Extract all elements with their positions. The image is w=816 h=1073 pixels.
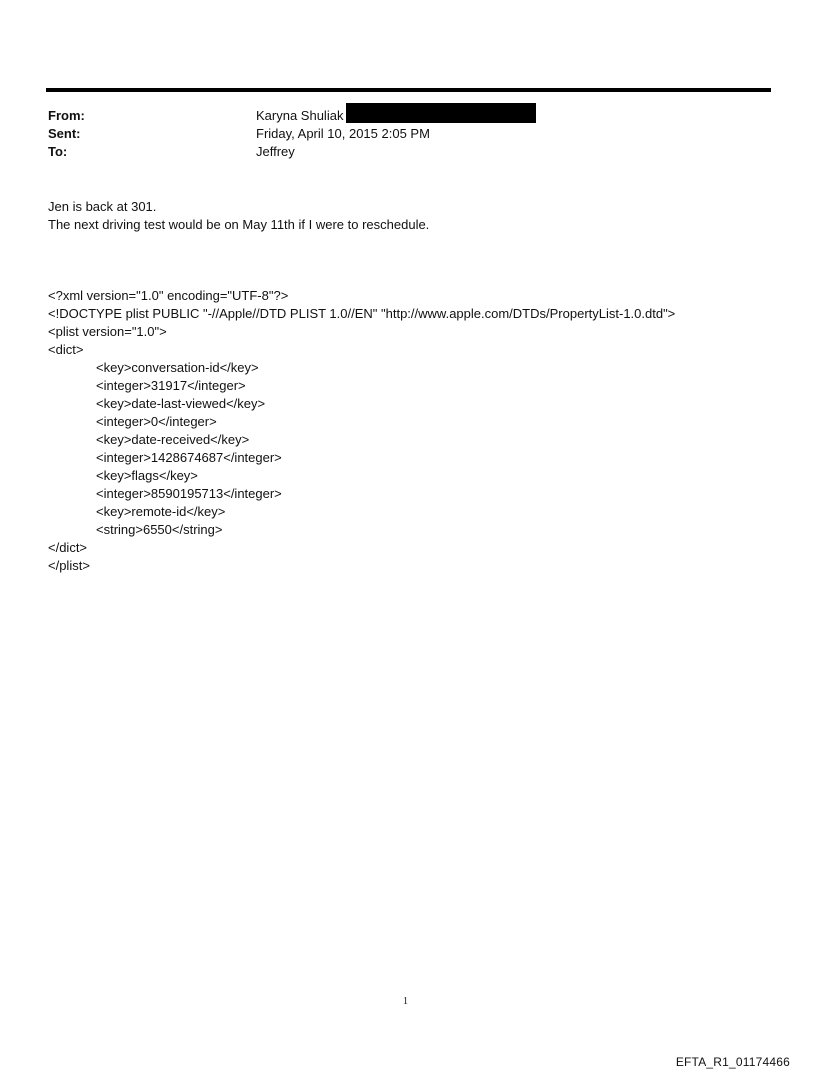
xml-line: <integer>0</integer> — [96, 414, 217, 429]
xml-line: <integer>31917</integer> — [96, 378, 246, 393]
xml-line: <key>date-received</key> — [96, 432, 250, 447]
xml-line: <key>conversation-id</key> — [96, 360, 259, 375]
message-line-2: The next driving test would be on May 11th if I were to reschedule. — [48, 217, 430, 232]
to-value: Jeffrey — [256, 144, 295, 159]
xml-line: <integer>8590195713</integer> — [96, 486, 282, 501]
plist-xml-block — [48, 287, 675, 575]
redaction-box — [346, 103, 536, 123]
xml-line: <integer>1428674687</integer> — [96, 450, 282, 465]
xml-line: <key>flags</key> — [96, 468, 198, 483]
to-label: To: — [48, 144, 68, 159]
xml-line: </plist> — [48, 558, 90, 573]
xml-line: </dict> — [48, 540, 88, 555]
from-value: Karyna Shuliak — [256, 108, 344, 123]
from-label: From: — [48, 108, 85, 123]
page-number: 1 — [403, 996, 408, 1007]
bates-number: EFTA_R1_01174466 — [675, 1055, 790, 1069]
xml-line: <key>remote-id</key> — [96, 504, 226, 519]
xml-line: <?xml version="1.0" encoding="UTF-8"?> — [48, 288, 289, 303]
sent-value: Friday, April 10, 2015 2:05 PM — [256, 126, 430, 141]
xml-line: <string>6550</string> — [96, 522, 223, 537]
sent-label: Sent: — [48, 126, 81, 141]
message-line-1: Jen is back at 301. — [48, 199, 157, 214]
xml-line: <plist version="1.0"> — [48, 324, 167, 339]
xml-line: <key>date-last-viewed</key> — [96, 396, 266, 411]
xml-line: <dict> — [48, 342, 84, 357]
xml-line: <!DOCTYPE plist PUBLIC "-//Apple//DTD PLIST 1.0//EN" "http://www.apple.com/DTDs/PropertyList-1.0.dtd"> — [48, 306, 676, 321]
header-rule — [46, 88, 771, 92]
